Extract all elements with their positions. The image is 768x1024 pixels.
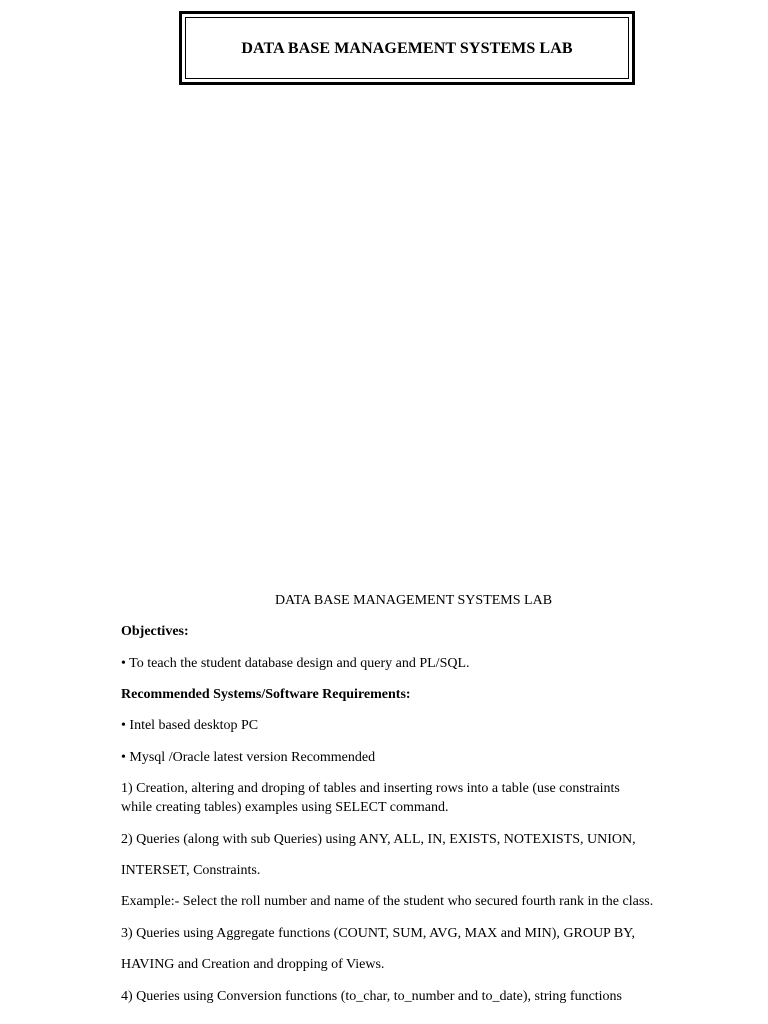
- list-item-2-line-1: 2) Queries (along with sub Queries) using ANY, ALL, IN, EXISTS, NOTEXISTS, UNION,: [121, 832, 636, 847]
- list-item-4-line-1: 4) Queries using Conversion functions (to_char, to_number and to_date), string functions: [121, 989, 623, 1004]
- header-title-box: [179, 11, 635, 85]
- example-line: Example:- Select the roll number and name of the student who secured fourth rank in the class.: [121, 894, 654, 909]
- list-item-3-line-1: 3) Queries using Aggregate functions (COUNT, SUM, AVG, MAX and MIN), GROUP BY,: [121, 926, 635, 941]
- list-item-2-line-2: INTERSET, Constraints.: [121, 863, 261, 878]
- requirements-heading: Recommended Systems/Software Requirements:: [121, 687, 411, 702]
- objective-item: • To teach the student database design and query and PL/SQL.: [121, 656, 470, 671]
- list-item-3-line-2: HAVING and Creation and dropping of Views.: [121, 957, 385, 972]
- list-item-1-line-1: 1) Creation, altering and droping of tables and inserting rows into a table (use constraints: [121, 781, 620, 796]
- header-title: DATA BASE MANAGEMENT SYSTEMS LAB: [241, 40, 573, 57]
- objectives-heading: Objectives:: [121, 624, 189, 639]
- section-title: DATA BASE MANAGEMENT SYSTEMS LAB: [274, 593, 553, 608]
- requirement-item: • Mysql /Oracle latest version Recommended: [121, 750, 376, 765]
- list-item-1-line-2: while creating tables) examples using SELECT command.: [121, 800, 449, 815]
- requirement-item: • Intel based desktop PC: [121, 718, 259, 733]
